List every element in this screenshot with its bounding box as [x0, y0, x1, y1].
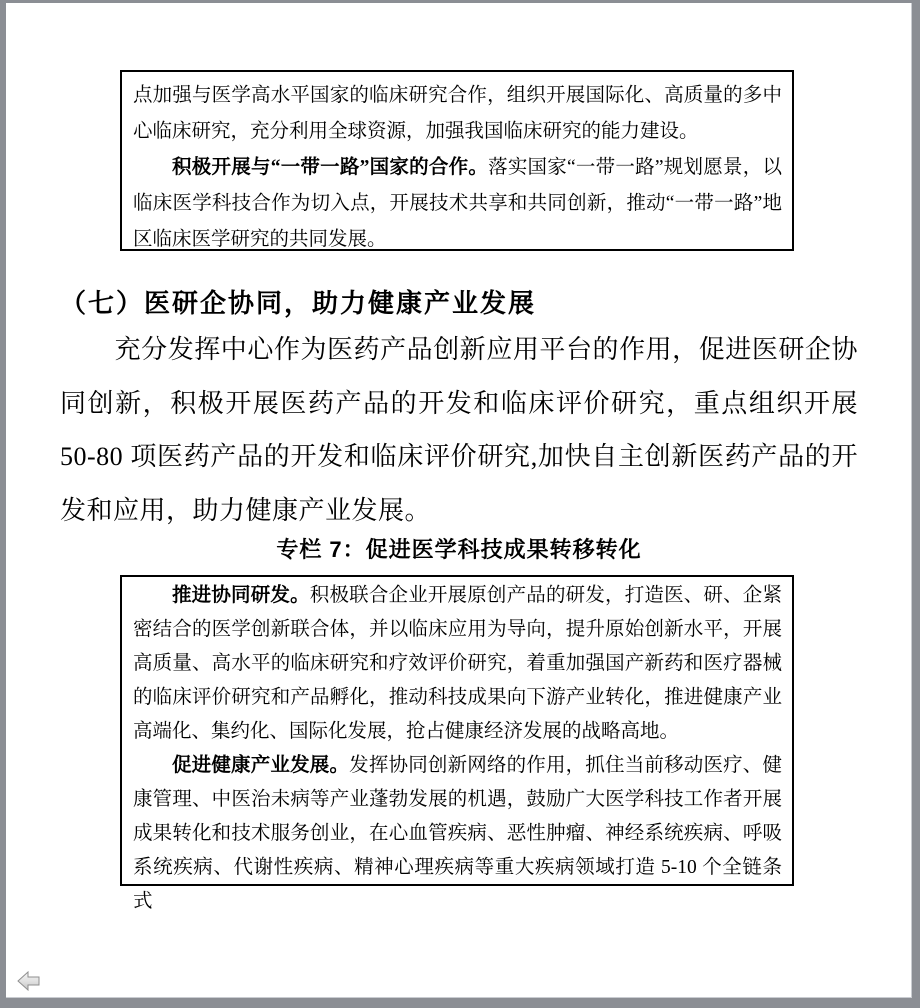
document-page: [6, 3, 912, 998]
paragraph-lead: 推进协同研发。: [172, 585, 310, 606]
body-paragraph: 充分发挥中心作为医药产品创新应用平台的作用，促进医研企协同创新，积极开展医药产品的开发和临床评价研究，重点组织开展 50-80 项医药产品的开发和临床评价研究,加快自主创新医药产品的开发和应用，助力健康产业发展。: [60, 335, 858, 525]
callout-paragraph: [133, 150, 782, 258]
callout-paragraph: [133, 579, 782, 749]
callout-box-column-7: [120, 575, 794, 912]
column-7-title: 专栏 7：促进医学科技成果转移转化: [276, 537, 642, 562]
paragraph-lead: 积极开展与“一带一路”国家的合作。: [172, 157, 489, 178]
paragraph-text: 落实国家“一带一路”规划愿景，以临床医学科技合作为切入点，开展技术共享和共同创新，推动“一带一路”地区临床医学研究的共同发展。: [133, 157, 782, 250]
callout-box-international-cooperation: [120, 70, 794, 251]
paragraph-lead: 促进健康产业发展。: [172, 755, 350, 776]
callout-paragraph: [133, 78, 782, 150]
paragraph-text: 发挥协同创新网络的作用，抓住当前移动医疗、健康管理、中医治未病等产业蓬勃发展的机遇，鼓励广大医学科技工作者开展成果转化和技术服务创业，在心血管疾病、恶性肿瘤、神经系统疾病、呼吸系统疾病、代谢性疾病、精神心理疾病等重大疾病领域打造 5-10 个全链条式: [133, 755, 782, 912]
paragraph-text: 积极联合企业开展原创产品的研发，打造医、研、企紧密结合的医学创新联合体，并以临床应用为导向，提升原始创新水平，开展高质量、高水平的临床研究和疗效评价研究，着重加强国产新药和医疗器械的临床评价研究和产品孵化，推动科技成果向下游产业转化，推进健康产业高端化、集约化、国际化发展，抢占健康经济发展的战略高地。: [133, 585, 782, 742]
section-heading: （七）医研企协同，助力健康产业发展: [60, 289, 537, 318]
back-arrow-icon[interactable]: [17, 971, 41, 991]
paragraph-text: 点加强与医学高水平国家的临床研究合作，组织开展国际化、高质量的多中心临床研究，充分利用全球资源，加强我国临床研究的能力建设。: [133, 85, 782, 142]
callout-paragraph: [133, 749, 782, 919]
